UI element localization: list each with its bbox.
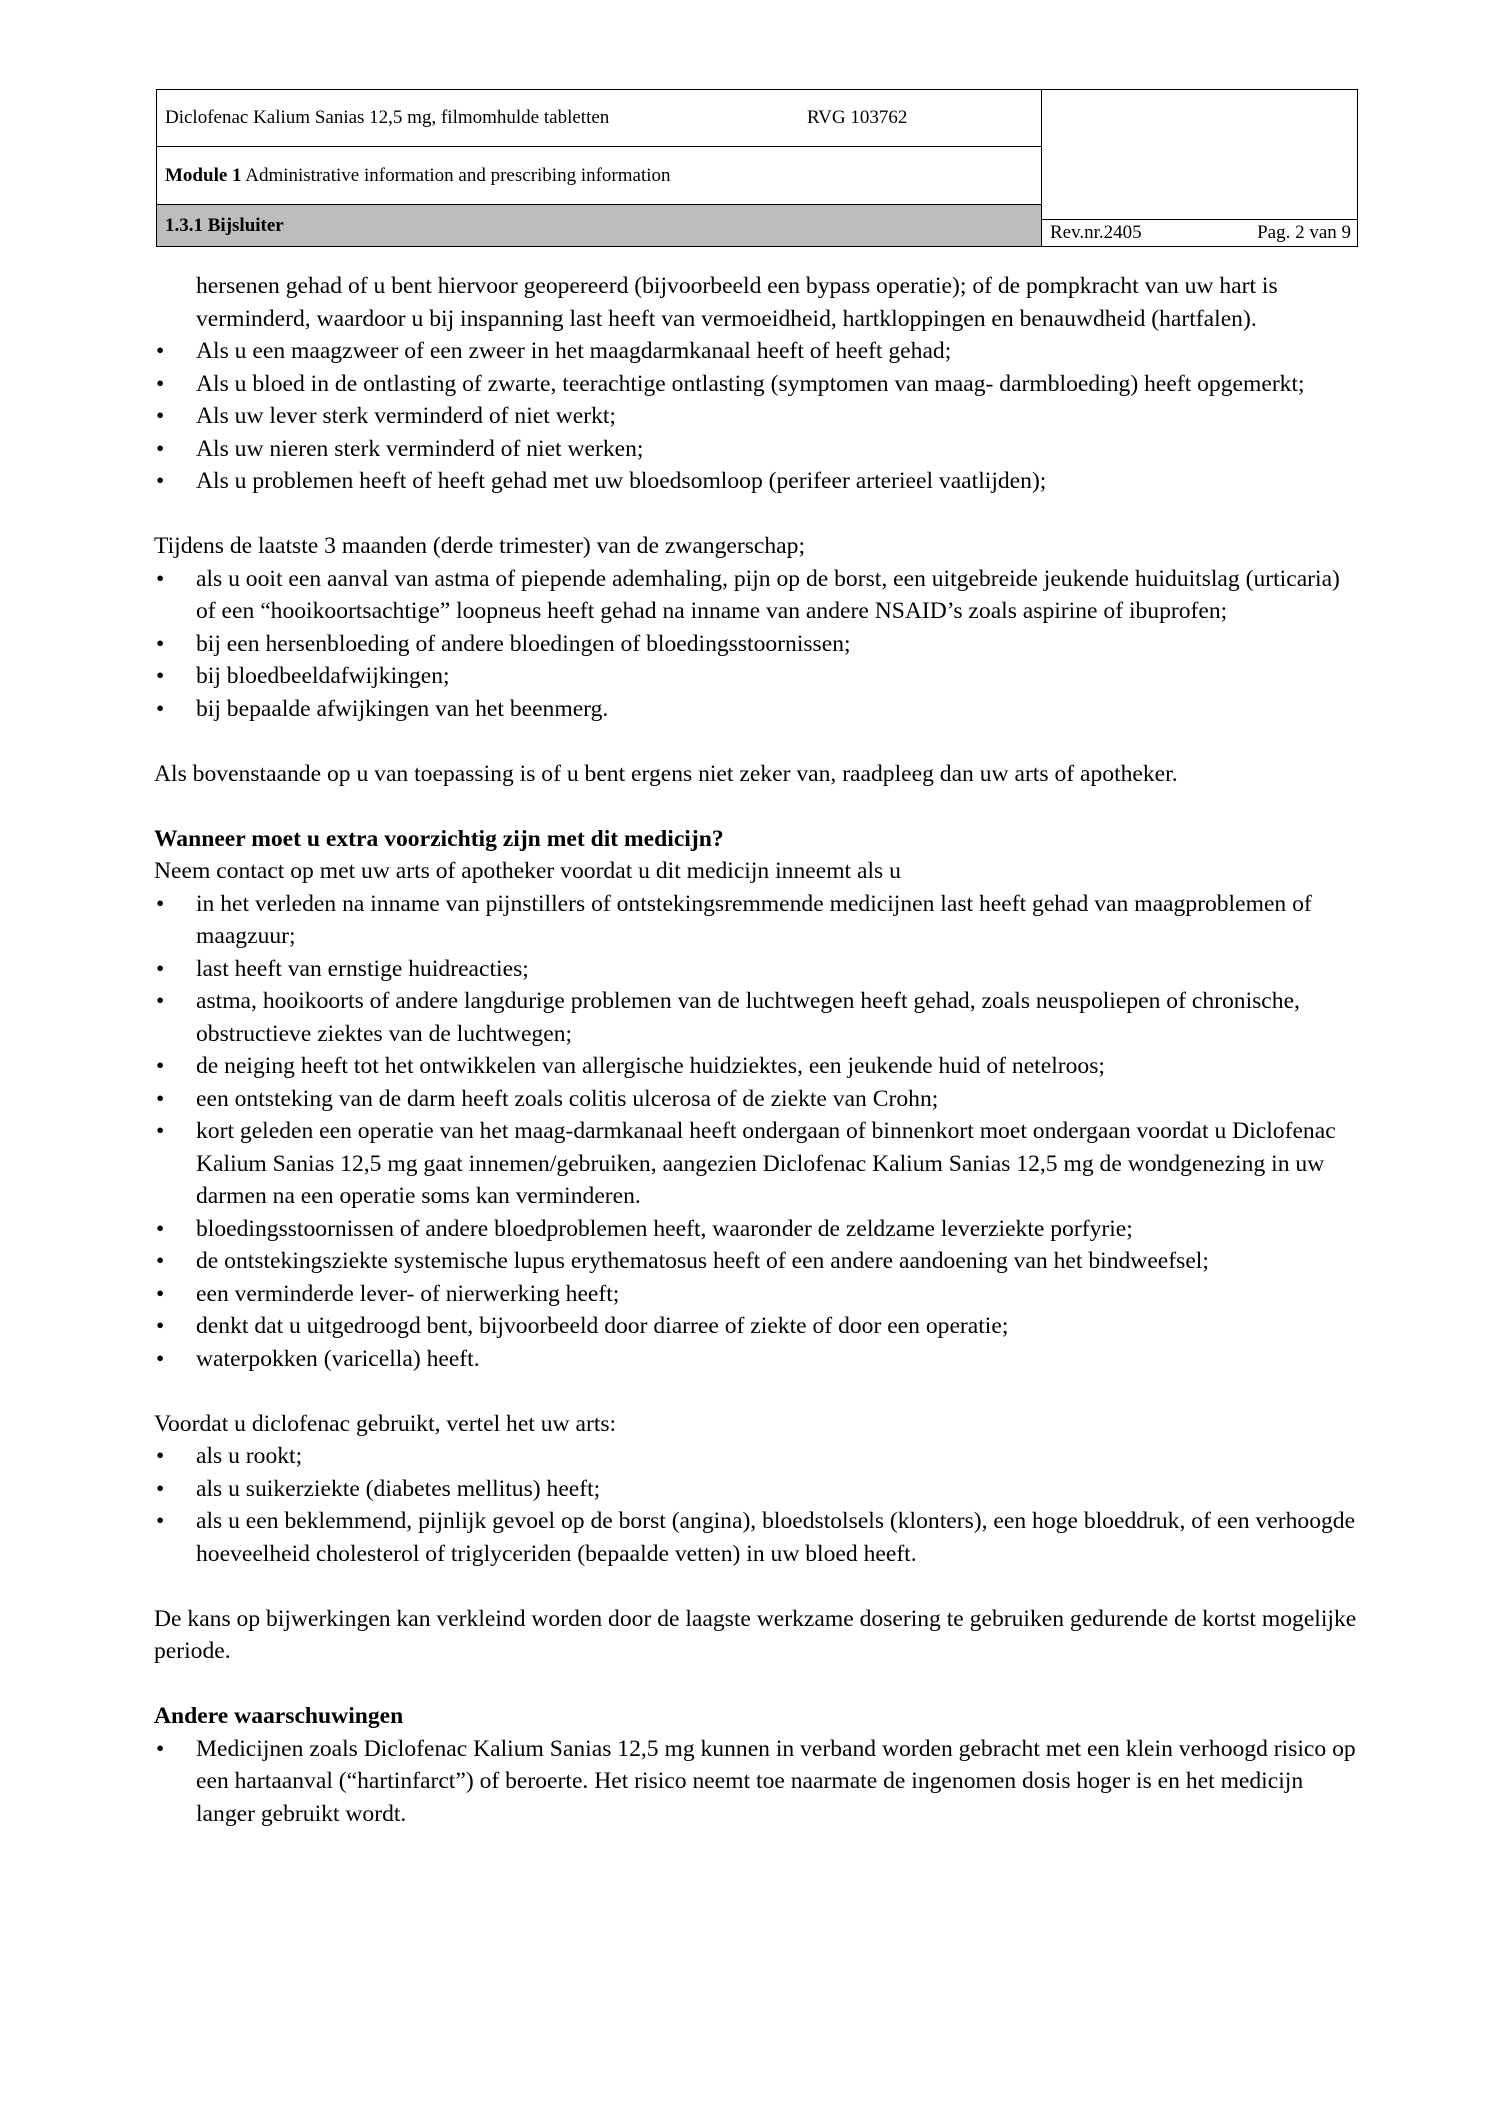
header-left [157, 90, 1041, 246]
list-item: • Als u bloed in de ontlasting of zwarte, teerachtige ontlasting (symptomen van maag- darmbloeding) heeft opgemerkt; [154, 368, 1360, 401]
list-item: • last heeft van ernstige huidreacties; [154, 953, 1360, 986]
module-label: Module 1 [165, 165, 242, 186]
pregnancy-intro: Tijdens de laatste 3 maanden (derde trimester) van de zwangerschap; [154, 533, 805, 559]
tell-doctor-list [154, 1440, 1360, 1570]
careful-heading: Wanneer moet u extra voorzichtig zijn met dit medicijn? [154, 825, 724, 852]
list-item: • Als u problemen heeft of heeft gehad met uw bloedsomloop (perifeer arterieel vaatlijden); [154, 465, 1360, 498]
contraindication-list [154, 335, 1360, 498]
list-item: • Als u een maagzweer of een zweer in het maagdarmkanaal heeft of heeft gehad; [154, 335, 1360, 368]
intro-continuation: hersenen gehad of u bent hiervoor geopereerd (bijvoorbeeld een bypass operatie); of de pompkracht van uw hart is verminderd, waardoor u bij inspanning last heeft van vermoeidheid, hartkloppingen en benauwdheid (hartfalen). [196, 273, 1278, 332]
list-item: • waterpokken (varicella) heeft. [154, 1343, 1360, 1376]
list-item: • een verminderde lever- of nierwerking heeft; [154, 1278, 1360, 1311]
header-section-row [157, 205, 1041, 246]
header-module-row [157, 147, 1041, 205]
precaution-list [154, 888, 1360, 1376]
other-warnings-heading: Andere waarschuwingen [154, 1703, 404, 1729]
product-name: Diclofenac Kalium Sanias 12,5 mg, filmomhulde tabletten [165, 107, 610, 128]
list-item: • bij bepaalde afwijkingen van het beenmerg. [154, 693, 1360, 726]
other-warnings-list [154, 1733, 1360, 1831]
module-line [165, 165, 671, 187]
header-product-row [157, 90, 1041, 147]
list-item: • de ontstekingsziekte systemische lupus erythematosus heeft of een andere aandoening van het bindweefsel; [154, 1245, 1360, 1278]
rvg-number: RVG 103762 [807, 107, 908, 128]
list-item: • kort geleden een operatie van het maag-darmkanaal heeft ondergaan of binnenkort moet ondergaan voordat u Diclofenac Kalium Sanias 12,5 mg gaat innemen/gebruiken, aangezien Diclofenac Kalium Sanias 12,5 mg de wondgenezing in uw darmen na een operatie soms kan verminderen. [154, 1115, 1360, 1213]
tell-doctor-intro: Voordat u diclofenac gebruikt, vertel het uw arts: [154, 1410, 617, 1437]
list-item: • Medicijnen zoals Diclofenac Kalium Sanias 12,5 mg kunnen in verband worden gebracht met een klein verhoogd risico op een hartaanval (“hartinfarct”) of beroerte. Het risico neemt toe naarmate de ingenomen dosis hoger is en het medicijn langer gebruikt wordt. [154, 1733, 1360, 1831]
list-item: • bloedingsstoornissen of andere bloedproblemen heeft, waaronder de zeldzame leverziekte porfyrie; [154, 1213, 1360, 1246]
header-right [1041, 90, 1357, 246]
list-item: • Als uw lever sterk verminderd of niet werkt; [154, 400, 1360, 433]
revision-row [1042, 219, 1357, 246]
list-item: • de neiging heeft tot het ontwikkelen van allergische huidziektes, een jeukende huid of netelroos; [154, 1050, 1360, 1083]
consult-note: Als bovenstaande op u van toepassing is of u bent ergens niet zeker van, raadpleeg dan uw arts of apotheker. [154, 760, 1178, 787]
leaflet-content [154, 270, 1360, 1830]
page-number: Pag. 2 van 9 [1257, 222, 1351, 243]
module-description: Administrative information and prescribing information [245, 165, 671, 186]
list-item: • Als uw nieren sterk verminderd of niet werken; [154, 433, 1360, 466]
dose-note: De kans op bijwerkingen kan verkleind worden door de laagste werkzame dosering te gebruiken gedurende de kortst mogelijke periode. [154, 1605, 1357, 1664]
list-item: • als u rookt; [154, 1440, 1360, 1473]
list-item: • als u ooit een aanval van astma of piepende ademhaling, pijn op de borst, een uitgebreide jeukende huiduitslag (urticaria) of een “hooikoortsachtige” loopneus heeft gehad na inname van andere NSAID’s zoals aspirine of ibuprofen; [154, 563, 1360, 628]
list-item: • astma, hooikoorts of andere langdurige problemen van de luchtwegen heeft gehad, zoals neuspoliepen of chronische, obstructieve ziektes van de luchtwegen; [154, 985, 1360, 1050]
list-item: • als u suikerziekte (diabetes mellitus) heeft; [154, 1473, 1360, 1506]
revision-number: Rev.nr.2405 [1050, 222, 1142, 243]
list-item: • bij een hersenbloeding of andere bloedingen of bloedingsstoornissen; [154, 628, 1360, 661]
list-item: • als u een beklemmend, pijnlijk gevoel op de borst (angina), bloedstolsels (klonters), een hoge bloeddruk, of een verhoogde hoeveelheid cholesterol of triglyceriden (bepaalde vetten) in uw bloed heeft. [154, 1505, 1360, 1570]
section-title: 1.3.1 Bijsluiter [165, 215, 284, 236]
list-item: • denkt dat u uitgedroogd bent, bijvoorbeeld door diarree of ziekte of door een operatie; [154, 1310, 1360, 1343]
pregnancy-list [154, 563, 1360, 726]
list-item: • een ontsteking van de darm heeft zoals colitis ulcerosa of de ziekte van Crohn; [154, 1083, 1360, 1116]
careful-intro: Neem contact op met uw arts of apotheker voordat u dit medicijn inneemt als u [154, 858, 901, 884]
list-item: • bij bloedbeeldafwijkingen; [154, 660, 1360, 693]
document-header [156, 89, 1358, 247]
list-item: • in het verleden na inname van pijnstillers of ontstekingsremmende medicijnen last heeft gehad van maagproblemen of maagzuur; [154, 888, 1360, 953]
